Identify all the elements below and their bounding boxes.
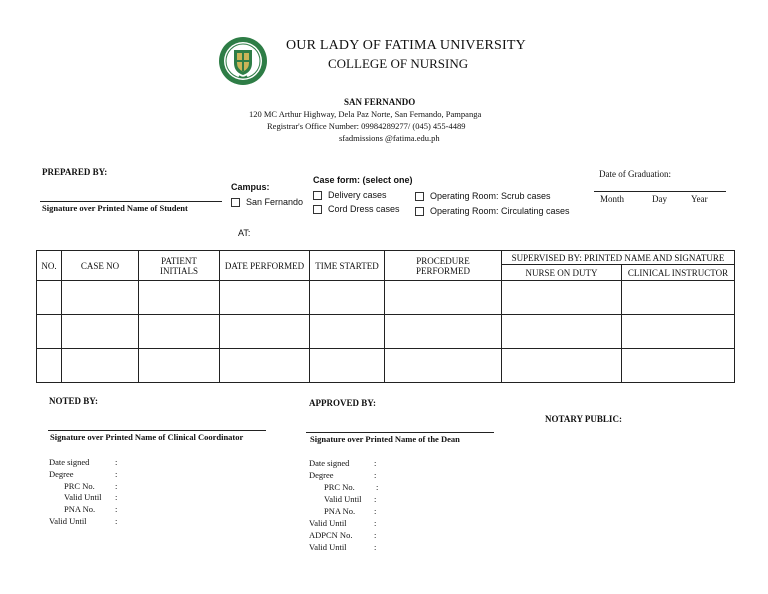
at-label: AT: — [238, 228, 251, 238]
college-name: COLLEGE OF NURSING — [328, 56, 469, 71]
table-row — [37, 315, 735, 349]
table-cell[interactable] — [62, 315, 139, 349]
table-cell[interactable] — [139, 315, 220, 349]
checkbox-icon[interactable] — [231, 198, 240, 207]
field-colon: : — [374, 530, 377, 540]
noted-by-colon: : — [94, 396, 98, 406]
university-seal — [218, 36, 268, 86]
case-option-label: Operating Room: Circulating cases — [430, 206, 570, 216]
checkbox-icon[interactable] — [313, 205, 322, 214]
prepared-by-text: PREPARED BY — [42, 167, 105, 177]
campus-option-label: San Fernando — [246, 197, 304, 207]
table-row — [37, 349, 735, 383]
noted-field-label: Degree — [49, 469, 74, 479]
table-cell[interactable] — [37, 315, 62, 349]
field-colon: : — [374, 518, 377, 528]
table-cell[interactable] — [220, 315, 310, 349]
noted-field-label: PRC No. — [64, 481, 95, 491]
checkbox-icon[interactable] — [313, 191, 322, 200]
prepared-by-label — [42, 167, 107, 177]
case-form-label: Case form: (select one) — [313, 175, 413, 185]
col-date-performed: DATE PERFORMED — [220, 251, 310, 281]
col-no: NO. — [37, 251, 62, 281]
campus-label: Campus: — [231, 182, 270, 192]
checkbox-icon[interactable] — [415, 207, 424, 216]
table-cell[interactable] — [385, 349, 502, 383]
noted-by-label — [49, 396, 98, 406]
graduation-year: Year — [691, 194, 708, 204]
case-option-delivery[interactable] — [313, 190, 387, 200]
approved-field-label: Valid Until — [309, 542, 347, 552]
case-log-table — [36, 250, 735, 383]
table-cell[interactable] — [139, 349, 220, 383]
col-supervised-by: SUPERVISED BY: PRINTED NAME AND SIGNATURE — [502, 251, 735, 265]
approved-field-label: ADPCN No. — [309, 530, 353, 540]
table-cell[interactable] — [622, 349, 735, 383]
approved-by-text: APPROVED BY — [309, 398, 373, 408]
graduation-day: Day — [652, 194, 667, 204]
noted-by-text: NOTED BY — [49, 396, 95, 406]
notary-public-colon: : — [618, 414, 622, 424]
table-cell[interactable] — [502, 315, 622, 349]
case-option-label: Cord Dress cases — [328, 204, 400, 214]
col-patient-initials: PATIENT INITIALS — [139, 251, 220, 281]
field-colon: : — [115, 469, 118, 479]
field-colon: : — [115, 457, 118, 467]
campus-option[interactable] — [231, 197, 303, 207]
dean-signature-line[interactable] — [306, 432, 494, 433]
table-cell[interactable] — [37, 349, 62, 383]
table-cell[interactable] — [310, 281, 385, 315]
table-cell[interactable] — [502, 281, 622, 315]
graduation-label: Date of Graduation: — [599, 169, 671, 179]
field-colon: : — [115, 516, 118, 526]
field-colon: : — [115, 481, 118, 491]
approved-field-label: PRC No. — [324, 482, 355, 492]
table-cell[interactable] — [139, 281, 220, 315]
seal-icon — [218, 36, 268, 86]
table-header-row — [37, 251, 735, 265]
student-signature-line[interactable] — [40, 201, 222, 202]
field-colon: : — [115, 504, 118, 514]
registrar-number: Registrar's Office Number: 09984289277/ (045) 455-4489 — [267, 121, 466, 131]
case-option-label: Operating Room: Scrub cases — [430, 191, 551, 201]
table-cell[interactable] — [385, 315, 502, 349]
case-option-or-scrub[interactable] — [415, 191, 551, 201]
approved-field-label: Date signed — [309, 458, 350, 468]
notary-public-text: NOTARY PUBLIC — [545, 414, 619, 424]
graduation-month: Month — [600, 194, 625, 204]
graduation-line[interactable] — [594, 191, 726, 192]
notary-public-label — [545, 414, 622, 424]
case-option-cord-dress[interactable] — [313, 204, 400, 214]
email: sfadmissions @fatima.edu.ph — [339, 133, 440, 143]
table-row — [37, 281, 735, 315]
table-cell[interactable] — [37, 281, 62, 315]
student-signature-label: Signature over Printed Name of Student — [42, 203, 188, 213]
dean-signature-label: Signature over Printed Name of the Dean — [310, 434, 460, 444]
case-option-label: Delivery cases — [328, 190, 387, 200]
table-cell[interactable] — [220, 349, 310, 383]
table-cell[interactable] — [220, 281, 310, 315]
approved-by-label — [309, 398, 376, 408]
coordinator-signature-label: Signature over Printed Name of Clinical Coordinator — [50, 432, 244, 442]
col-time-started: TIME STARTED — [310, 251, 385, 281]
approved-by-colon: : — [372, 398, 376, 408]
field-colon: : — [115, 492, 118, 502]
address: 120 MC Arthur Highway, Dela Paz Norte, San Fernando, Pampanga — [249, 109, 482, 119]
approved-field-label: Valid Until — [309, 518, 347, 528]
university-name: OUR LADY OF FATIMA UNIVERSITY — [286, 38, 526, 53]
coordinator-signature-line[interactable] — [48, 430, 266, 431]
noted-field-label: Valid Until — [64, 492, 102, 502]
table-cell[interactable] — [62, 281, 139, 315]
table-cell[interactable] — [385, 281, 502, 315]
table-cell[interactable] — [622, 281, 735, 315]
table-cell[interactable] — [310, 349, 385, 383]
col-case-no: CASE NO — [62, 251, 139, 281]
checkbox-icon[interactable] — [415, 192, 424, 201]
case-option-or-circulating[interactable] — [415, 206, 570, 216]
noted-field-label: PNA No. — [64, 504, 96, 514]
approved-field-label: Degree — [309, 470, 334, 480]
noted-field-label: Date signed — [49, 457, 90, 467]
table-cell[interactable] — [310, 315, 385, 349]
field-colon: : — [374, 506, 377, 516]
field-colon: : — [374, 542, 377, 552]
field-colon: : — [374, 458, 377, 468]
field-colon: : — [376, 482, 379, 492]
field-colon: : — [374, 494, 377, 504]
approved-field-label: Valid Until — [324, 494, 362, 504]
prepared-by-colon: : — [104, 167, 108, 177]
col-nurse-on-duty: NURSE ON DUTY — [502, 265, 622, 281]
col-procedure-performed: PROCEDURE PERFORMED — [385, 251, 502, 281]
col-clinical-instructor: CLINICAL INSTRUCTOR — [622, 265, 735, 281]
noted-field-label: Valid Until — [49, 516, 87, 526]
field-colon: : — [374, 470, 377, 480]
campus-name: SAN FERNANDO — [344, 97, 416, 107]
approved-field-label: PNA No. — [324, 506, 356, 516]
table-cell[interactable] — [62, 349, 139, 383]
table-cell[interactable] — [502, 349, 622, 383]
table-cell[interactable] — [622, 315, 735, 349]
